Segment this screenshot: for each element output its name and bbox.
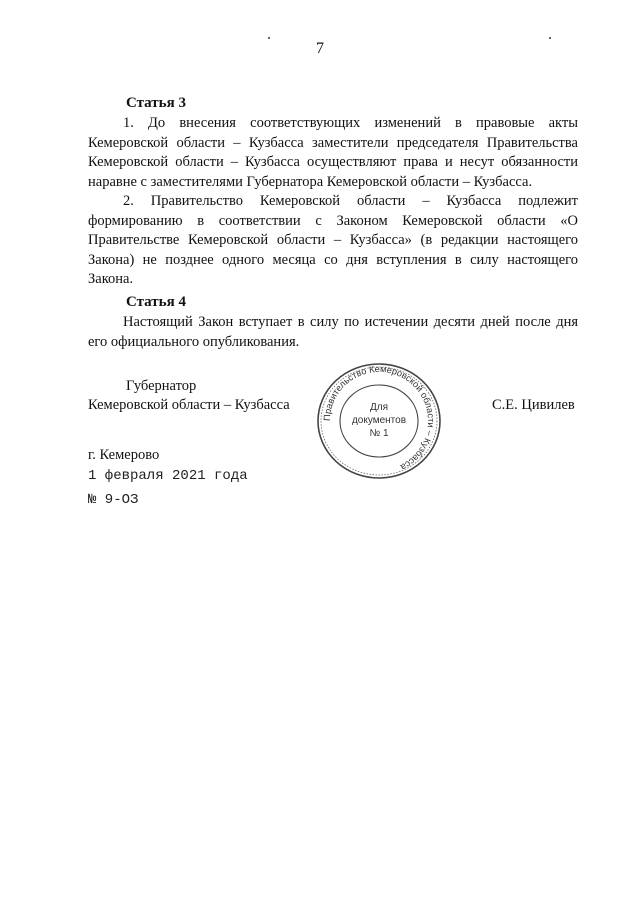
article-3-paragraph-1: 1. До внесения соответствующих изменений в правовые акты Кемеровской области – Кузбасса заместители председателя Правительства Кемеровской области – Кузбасса осуществляют права и несут обязанности наравне с заместителями Губернатора Кемеровской области – Кузбасса. xyxy=(88,115,578,190)
place-of-signing: г. Кемерово xyxy=(88,447,160,463)
seal-center-line-1: Для xyxy=(369,402,389,413)
signatory-region: Кемеровской области – Кузбасса xyxy=(88,397,290,413)
scan-speck xyxy=(268,37,270,39)
article-3-paragraph-2: 2. Правительство Кемеровской области – Кузбасса подлежит формированию в соответствии с Законом Кемеровской области «О Правительстве Кемеровской области – Кузбасса» (в редакции настоящего Закона) не позднее одного месяца со дня вступления в силу настоящего Закона. xyxy=(88,193,578,288)
article-3-title: Статья 3 xyxy=(126,95,186,111)
seal-center-line-2: документов xyxy=(351,415,407,426)
signatory-name: С.Е. Цивилев xyxy=(492,397,575,413)
article-4-title: Статья 4 xyxy=(126,294,186,310)
law-number: № 9-ОЗ xyxy=(88,492,139,508)
signatory-title: Губернатор xyxy=(126,378,197,394)
signing-date: 1 февраля 2021 года xyxy=(88,468,248,484)
page-number: 7 xyxy=(316,40,324,57)
scan-speck xyxy=(549,37,551,39)
official-seal xyxy=(316,362,442,480)
article-4-paragraph-1: Настоящий Закон вступает в силу по истечении десяти дней после дня его официального опубликования. xyxy=(88,314,578,350)
seal-center-line-3: № 1 xyxy=(369,428,389,439)
seal-ring-text: Правительство Кемеровской области – Кузбасса xyxy=(321,363,437,473)
